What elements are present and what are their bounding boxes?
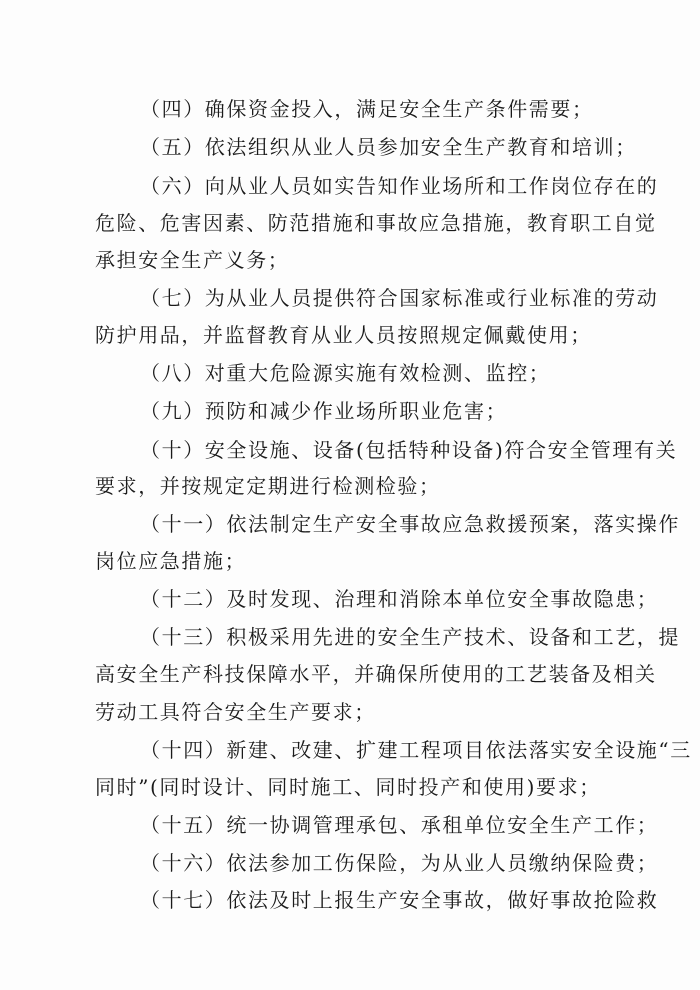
text-line: （四）确保资金投入，满足安全生产条件需要； [140,97,594,121]
text-line: （十四）新建、改建、扩建工程项目依法落实安全设施“三 [140,738,692,762]
text-line: 危险、危害因素、防范措施和事故应急措施，教育职工自觉 [95,211,657,235]
text-line: 高安全生产科技保障水平，并确保所使用的工艺装备及相关 [95,662,657,686]
text-line: （十五）统一协调管理承包、承租单位安全生产工作； [140,813,659,837]
text-line: （十二）及时发现、治理和消除本单位安全事故隐患； [140,587,659,611]
text-line: （八）对重大危险源实施有效检测、监控； [140,361,551,385]
text-line: （十六）依法参加工伤保险，为从业人员缴纳保险费； [140,851,659,875]
text-line: （十一）依法制定生产安全事故应急救援预案，落实操作 [140,512,680,536]
text-line: 劳动工具符合安全生产要求； [95,700,376,724]
text-line: （六）向从业人员如实告知作业场所和工作岗位存在的 [140,174,659,198]
text-line: （五）依法组织从业人员参加安全生产教育和培训； [140,135,637,159]
text-line: 要求，并按规定定期进行检测检验； [95,474,441,498]
text-line: 防护用品，并监督教育从业人员按照规定佩戴使用； [95,323,592,347]
text-line: （十七）依法及时上报生产安全事故，做好事故抢险救 [140,888,659,912]
text-line: 岗位应急措施； [95,549,247,573]
text-line: （十三）积极采用先进的安全生产技术、设备和工艺，提 [140,625,680,649]
text-line: （十）安全设施、设备(包括特种设备)符合安全管理有关 [140,438,678,462]
text-line: （七）为从业人员提供符合国家标准或行业标准的劳动 [140,286,659,310]
text-line: 承担安全生产义务； [95,248,290,272]
text-line: （九）预防和减少作业场所职业危害； [140,399,508,423]
text-line: 同时”(同时设计、同时施工、同时投产和使用)要求； [95,775,601,799]
